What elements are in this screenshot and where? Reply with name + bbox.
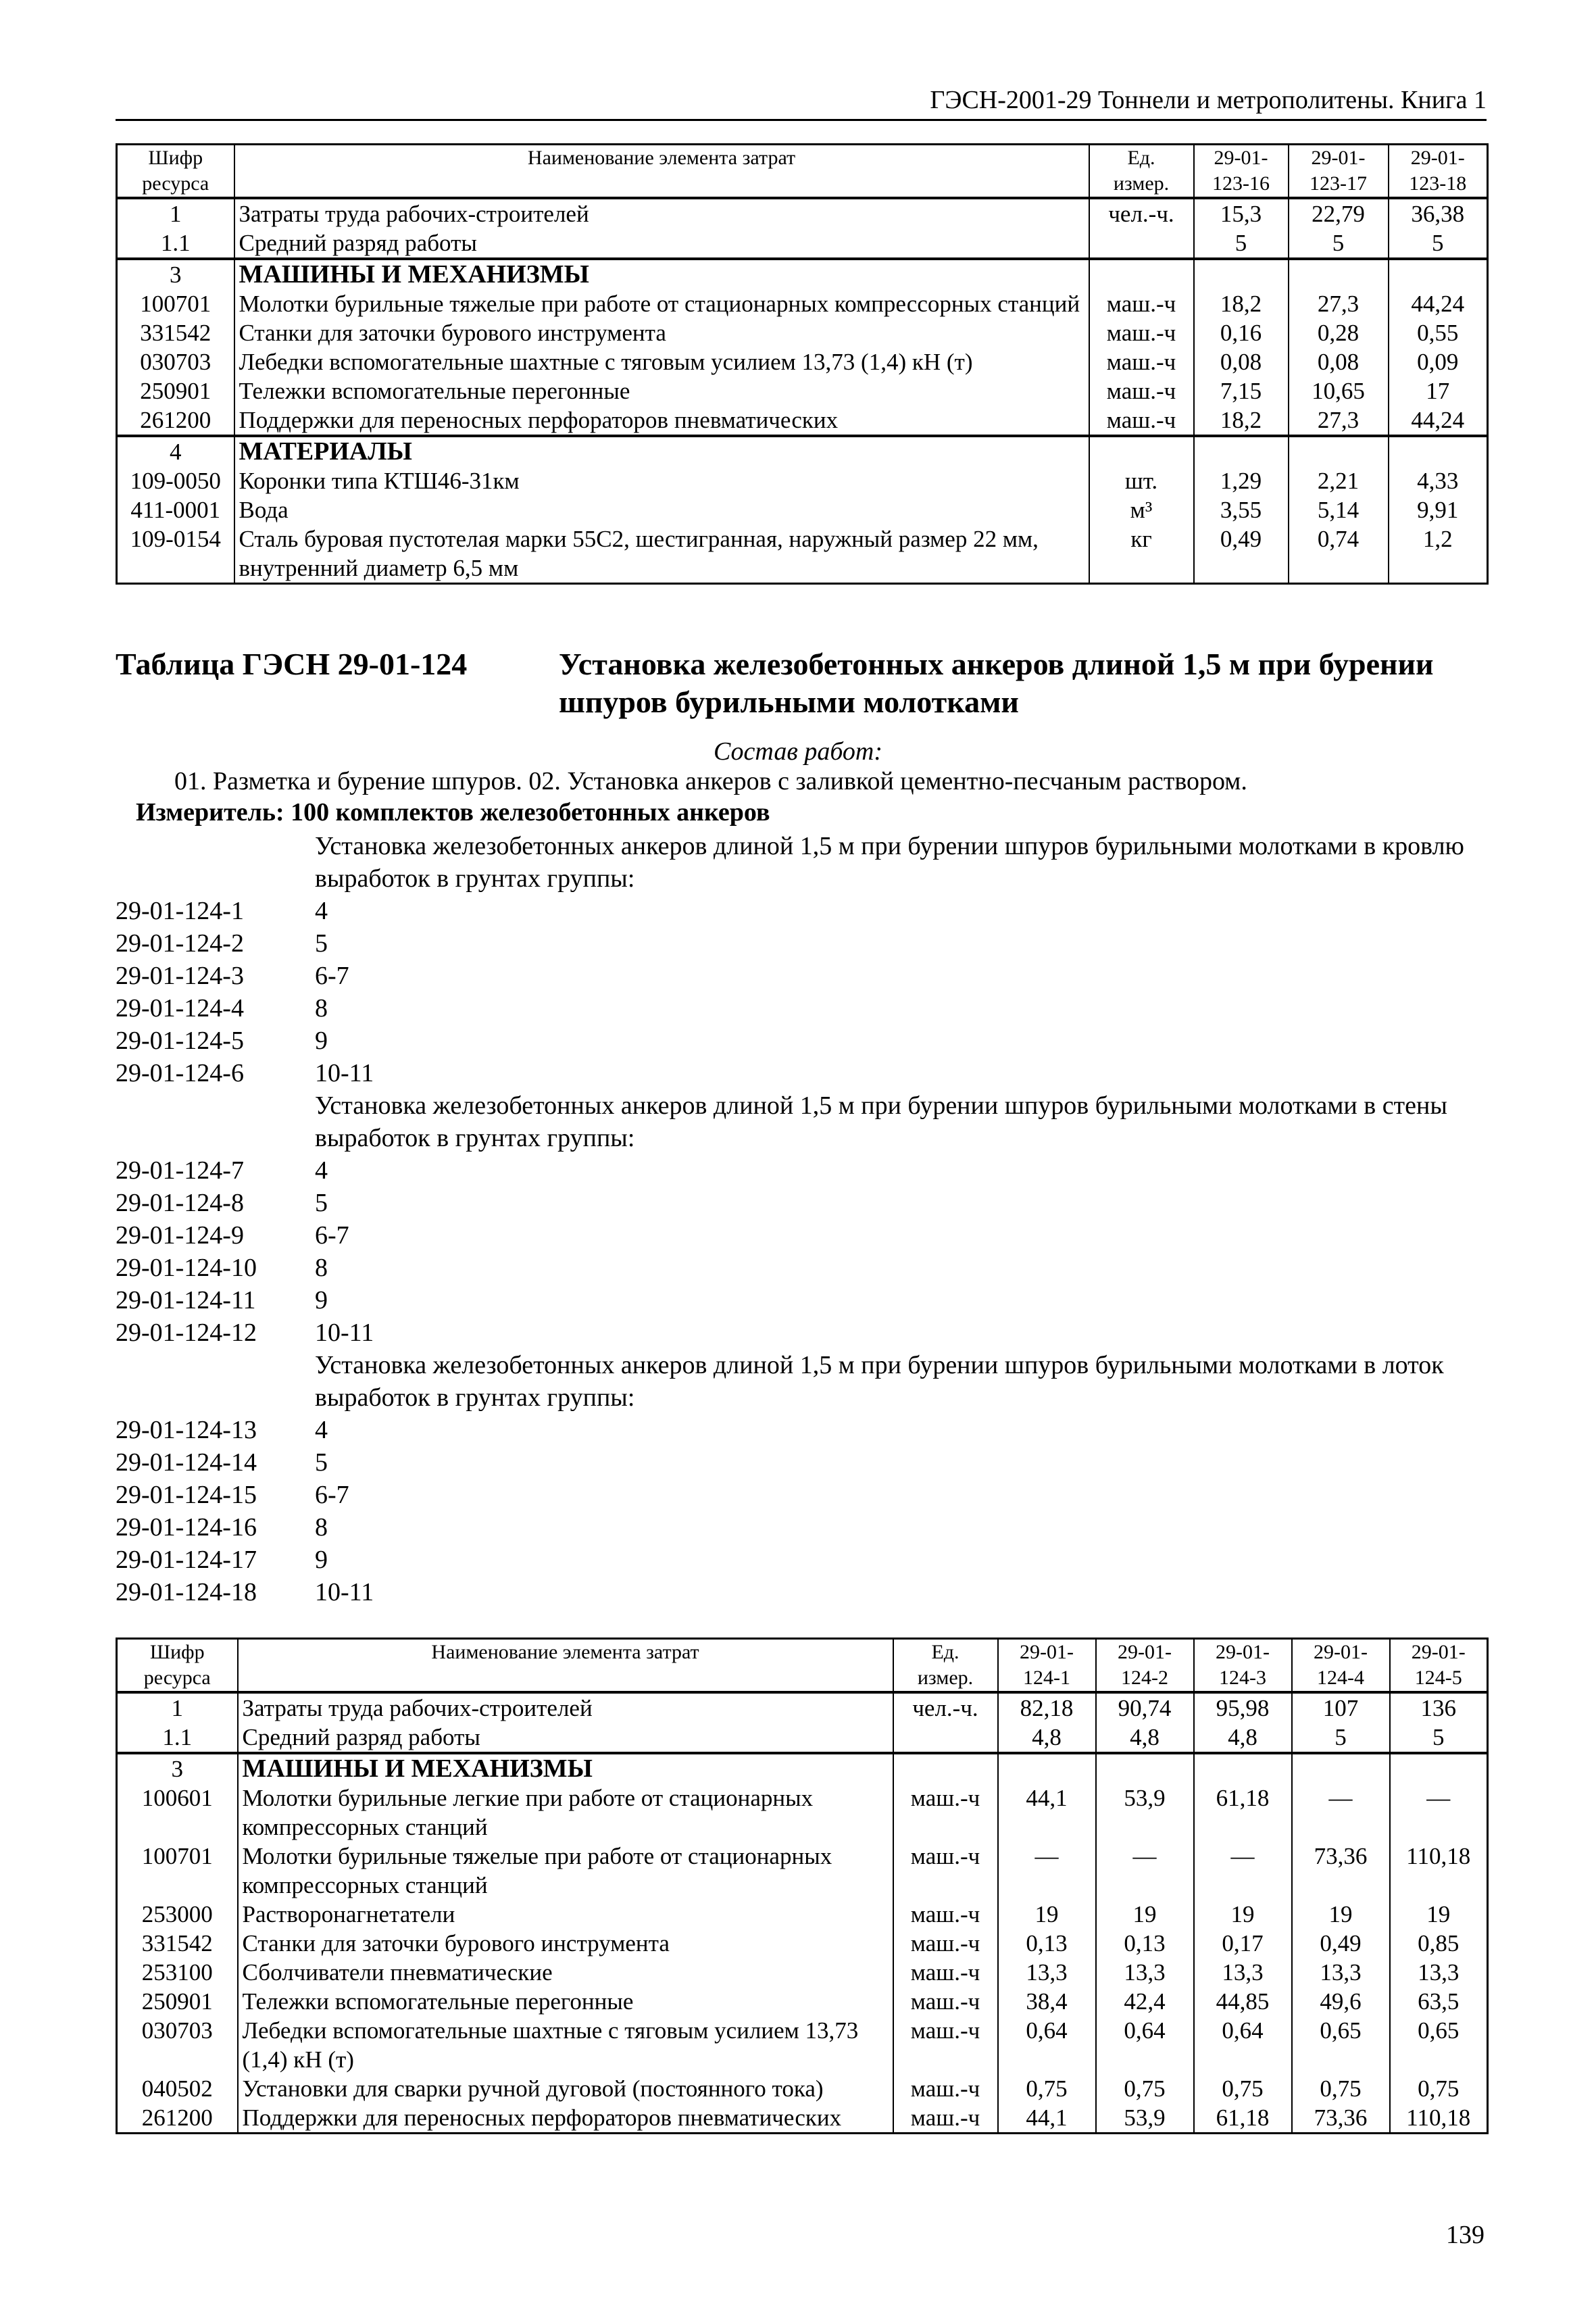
unit: маш.-ч xyxy=(893,1987,998,2016)
norm-value: 95,98 xyxy=(1194,1692,1292,1723)
unit: чел.-ч. xyxy=(1089,198,1194,228)
table-row xyxy=(117,436,1488,466)
norm-value: 13,3 xyxy=(1390,1958,1488,1987)
cost-element-name: Тележки вспомогательные перегонные xyxy=(238,1987,893,2016)
norm-value: 0,75 xyxy=(1390,2074,1488,2103)
norm-value: — xyxy=(1390,1783,1488,1842)
table-row xyxy=(117,2103,1488,2134)
cost-element-name: Затраты труда рабочих-строителей xyxy=(234,198,1089,228)
table-row xyxy=(117,2016,1488,2074)
header-norm-code: 29-01- 124-1 xyxy=(998,1639,1096,1693)
table-row xyxy=(117,524,1488,584)
unit xyxy=(1089,259,1194,289)
table-row xyxy=(117,347,1488,376)
cost-element-name: Средний разряд работы xyxy=(238,1723,893,1753)
row-group xyxy=(117,259,1488,436)
cost-element-name: Сталь буровая пустотелая марки 55С2, шестигранная, наружный размер 22 мм, внутренний диаметр 6,5 мм xyxy=(234,524,1089,584)
cost-element-name: Установки для сварки ручной дуговой (постоянного тока) xyxy=(238,2074,893,2103)
resource-code: 109-0154 xyxy=(117,524,234,584)
soil-group: 10-11 xyxy=(315,1319,374,1347)
row-group xyxy=(117,198,1488,259)
norm-value: 13,3 xyxy=(998,1958,1096,1987)
unit xyxy=(1089,228,1194,259)
norm-value: 44,24 xyxy=(1389,289,1488,318)
norm-code: 29-01-124-12 xyxy=(116,1319,257,1347)
cost-element-name: Молотки бурильные тяжелые при работе от стационарных компрессорных станций xyxy=(238,1842,893,1900)
unit: маш.-ч xyxy=(1089,376,1194,405)
cost-element-name: Растворонагнетатели xyxy=(238,1900,893,1929)
norm-value: 4,8 xyxy=(998,1723,1096,1753)
resource-code: 261200 xyxy=(117,405,234,436)
unit: чел.-ч. xyxy=(893,1692,998,1723)
norm-value: 22,79 xyxy=(1289,198,1389,228)
resource-code: 250901 xyxy=(117,376,234,405)
soil-group: 6-7 xyxy=(315,1481,349,1509)
works-text: 01. Разметка и бурение шпуров. 02. Установка анкеров с заливкой цементно-песчаным раствором. xyxy=(174,767,1247,795)
section-intro: Установка железобетонных анкеров длиной 1,5 м при бурении шпуров бурильными молотками в кровлю выработок в грунтах группы: xyxy=(315,832,1464,893)
norm-value xyxy=(1096,1753,1194,1783)
row-group xyxy=(117,1753,1488,2134)
norm-value: 61,18 xyxy=(1194,2103,1292,2134)
section-intro: Установка железобетонных анкеров длиной 1,5 м при бурении шпуров бурильными молотками в лоток выработок в грунтах группы: xyxy=(315,1351,1444,1412)
norm-value: 0,09 xyxy=(1389,347,1488,376)
table-row xyxy=(117,1692,1488,1723)
cost-element-name: Лебедки вспомогательные шахтные с тяговым усилием 13,73 (1,4) кН (т) xyxy=(238,2016,893,2074)
cost-element-name: МАТЕРИАЛЫ xyxy=(234,436,1089,466)
norm-value: 110,18 xyxy=(1390,2103,1488,2134)
norm-value: 19 xyxy=(998,1900,1096,1929)
header-norm-code: 29-01- 123-16 xyxy=(1194,145,1289,199)
norm-code: 29-01-124-1 xyxy=(116,897,244,925)
norm-value: 3,55 xyxy=(1194,495,1289,524)
norm-value: 73,36 xyxy=(1292,1842,1390,1900)
norm-value: 82,18 xyxy=(998,1692,1096,1723)
page-number: 139 xyxy=(1446,2221,1485,2249)
norm-value: 0,65 xyxy=(1390,2016,1488,2074)
norm-code: 29-01-124-13 xyxy=(116,1416,257,1444)
list-item xyxy=(116,960,1487,992)
cost-element-name: Затраты труда рабочих-строителей xyxy=(238,1692,893,1723)
header-norm-code: 29-01- 124-4 xyxy=(1292,1639,1390,1693)
norm-value: 5 xyxy=(1390,1723,1488,1753)
works-label: Состав работ: xyxy=(713,737,883,766)
norm-code: 29-01-124-11 xyxy=(116,1286,256,1314)
norm-value: 0,16 xyxy=(1194,318,1289,347)
norm-value: 136 xyxy=(1390,1692,1488,1723)
norm-code: 29-01-124-16 xyxy=(116,1513,257,1542)
resource-code: 250901 xyxy=(117,1987,238,2016)
resource-code: 040502 xyxy=(117,2074,238,2103)
cost-element-name: Молотки бурильные легкие при работе от стационарных компрессорных станций xyxy=(238,1783,893,1842)
norm-code: 29-01-124-17 xyxy=(116,1546,257,1574)
norm-value: 17 xyxy=(1389,376,1488,405)
cost-element-name: Станки для заточки бурового инструмента xyxy=(238,1929,893,1958)
resource-code: 4 xyxy=(117,436,234,466)
table-row xyxy=(117,198,1488,228)
norm-value xyxy=(1194,436,1289,466)
norm-code: 29-01-124-14 xyxy=(116,1448,257,1477)
list-item xyxy=(116,1316,1487,1349)
soil-group: 9 xyxy=(315,1027,328,1055)
resource-code: 1 xyxy=(117,1692,238,1723)
table-row xyxy=(117,495,1488,524)
table-row xyxy=(117,1929,1488,1958)
header-norm-code: 29-01- 124-5 xyxy=(1390,1639,1488,1693)
norm-value xyxy=(1194,1753,1292,1783)
list-item xyxy=(116,1576,1487,1608)
norm-value: 5 xyxy=(1292,1723,1390,1753)
norm-value: 0,85 xyxy=(1390,1929,1488,1958)
norm-value: 5 xyxy=(1194,228,1289,259)
norm-value: 90,74 xyxy=(1096,1692,1194,1723)
resource-code: 3 xyxy=(117,259,234,289)
list-item xyxy=(116,1154,1487,1187)
norm-value xyxy=(1292,1753,1390,1783)
table-row xyxy=(117,1783,1488,1842)
resource-code: 331542 xyxy=(117,1929,238,1958)
header-code: Шифр ресурса xyxy=(117,145,234,199)
norm-value: 0,75 xyxy=(1096,2074,1194,2103)
norm-value: 5,14 xyxy=(1289,495,1389,524)
resource-code: 261200 xyxy=(117,2103,238,2134)
norm-value: 18,2 xyxy=(1194,289,1289,318)
norm-value: 13,3 xyxy=(1292,1958,1390,1987)
soil-group: 4 xyxy=(315,1156,328,1185)
list-item xyxy=(116,1284,1487,1316)
norm-value: 27,3 xyxy=(1289,289,1389,318)
norm-value xyxy=(998,1753,1096,1783)
resource-code: 253000 xyxy=(117,1900,238,1929)
norm-value xyxy=(1390,1753,1488,1783)
soil-group: 10-11 xyxy=(315,1059,374,1087)
table-row xyxy=(117,405,1488,436)
resource-code: 253100 xyxy=(117,1958,238,1987)
header-name: Наименование элемента затрат xyxy=(234,145,1089,199)
resource-code: 030703 xyxy=(117,2016,238,2074)
soil-group: 5 xyxy=(315,1448,328,1477)
unit xyxy=(893,1753,998,1783)
list-item xyxy=(116,1057,1487,1089)
table-row xyxy=(117,318,1488,347)
norm-value: 44,1 xyxy=(998,2103,1096,2134)
norm-value: 0,49 xyxy=(1194,524,1289,584)
norm-sections xyxy=(116,830,1487,1608)
cost-element-name: Поддержки для переносных перфораторов пневматических xyxy=(234,405,1089,436)
table-row xyxy=(117,1900,1488,1929)
norm-value: 73,36 xyxy=(1292,2103,1390,2134)
table-row xyxy=(117,376,1488,405)
header-norm-code: 29-01- 124-3 xyxy=(1194,1639,1292,1693)
list-item xyxy=(116,1414,1487,1446)
unit xyxy=(893,1723,998,1753)
cost-element-name: Средний разряд работы xyxy=(234,228,1089,259)
norm-value: 19 xyxy=(1390,1900,1488,1929)
header-row xyxy=(117,1639,1488,1693)
table-number: Таблица ГЭСН 29-01-124 xyxy=(116,647,468,681)
unit: маш.-ч xyxy=(1089,318,1194,347)
norm-code: 29-01-124-9 xyxy=(116,1221,244,1250)
soil-group: 8 xyxy=(315,994,328,1023)
norm-value: 19 xyxy=(1096,1900,1194,1929)
norm-value: 0,28 xyxy=(1289,318,1389,347)
table-row xyxy=(117,466,1488,495)
unit: маш.-ч xyxy=(893,2016,998,2074)
norm-value: 110,18 xyxy=(1390,1842,1488,1900)
norm-value: 0,75 xyxy=(1292,2074,1390,2103)
norm-value: 0,49 xyxy=(1292,1929,1390,1958)
norm-value: 9,91 xyxy=(1389,495,1488,524)
soil-group: 9 xyxy=(315,1286,328,1314)
resource-table-124 xyxy=(116,1638,1489,2134)
cost-element-name: Коронки типа КТШ46-31км xyxy=(234,466,1089,495)
table-row xyxy=(117,259,1488,289)
table-row xyxy=(117,1753,1488,1783)
list-item xyxy=(116,895,1487,927)
norm-value xyxy=(1289,259,1389,289)
norm-value: 36,38 xyxy=(1389,198,1488,228)
norm-value: 19 xyxy=(1194,1900,1292,1929)
norm-value: 61,18 xyxy=(1194,1783,1292,1842)
cost-element-name: Молотки бурильные тяжелые при работе от стационарных компрессорных станций xyxy=(234,289,1089,318)
table-row xyxy=(117,228,1488,259)
norm-value: 4,8 xyxy=(1194,1723,1292,1753)
cost-element-name: МАШИНЫ И МЕХАНИЗМЫ xyxy=(234,259,1089,289)
unit xyxy=(1089,436,1194,466)
list-item xyxy=(116,1252,1487,1284)
norm-value: 49,6 xyxy=(1292,1987,1390,2016)
norm-value: 0,13 xyxy=(998,1929,1096,1958)
soil-group: 4 xyxy=(315,897,328,925)
header-unit: Ед. измер. xyxy=(893,1639,998,1693)
norm-value: 42,4 xyxy=(1096,1987,1194,2016)
cost-element-name: Сболчиватели пневматические xyxy=(238,1958,893,1987)
norm-value: 53,9 xyxy=(1096,1783,1194,1842)
norm-value: 4,8 xyxy=(1096,1723,1194,1753)
running-header: ГЭСН-2001-29 Тоннели и метрополитены. Книга 1 xyxy=(116,85,1487,121)
norm-value: 53,9 xyxy=(1096,2103,1194,2134)
cost-element-name: МАШИНЫ И МЕХАНИЗМЫ xyxy=(238,1753,893,1783)
cost-element-name: Лебедки вспомогательные шахтные с тяговым усилием 13,73 (1,4) кН (т) xyxy=(234,347,1089,376)
norm-value: 1,29 xyxy=(1194,466,1289,495)
soil-group: 10-11 xyxy=(315,1578,374,1606)
norm-value xyxy=(1194,259,1289,289)
norm-code: 29-01-124-4 xyxy=(116,994,244,1023)
resource-table-123 xyxy=(116,143,1489,585)
norm-value: 4,33 xyxy=(1389,466,1488,495)
resource-code: 331542 xyxy=(117,318,234,347)
norm-code: 29-01-124-5 xyxy=(116,1027,244,1055)
header-row xyxy=(117,145,1488,199)
header-code: Шифр ресурса xyxy=(117,1639,238,1693)
norm-value xyxy=(1389,259,1488,289)
norm-value: 0,65 xyxy=(1292,2016,1390,2074)
header-unit: Ед. измер. xyxy=(1089,145,1194,199)
resource-code: 1.1 xyxy=(117,228,234,259)
norm-code: 29-01-124-10 xyxy=(116,1254,257,1282)
norm-value: — xyxy=(1194,1842,1292,1900)
table-row xyxy=(117,1723,1488,1753)
norm-value: 0,13 xyxy=(1096,1929,1194,1958)
soil-group: 8 xyxy=(315,1254,328,1282)
norm-code: 29-01-124-2 xyxy=(116,929,244,958)
soil-group: 8 xyxy=(315,1513,328,1542)
cost-element-name: Станки для заточки бурового инструмента xyxy=(234,318,1089,347)
norm-code: 29-01-124-18 xyxy=(116,1578,257,1606)
norm-value: 38,4 xyxy=(998,1987,1096,2016)
table-row xyxy=(117,1842,1488,1900)
norm-value: 19 xyxy=(1292,1900,1390,1929)
unit: маш.-ч xyxy=(1089,347,1194,376)
norm-value: 0,17 xyxy=(1194,1929,1292,1958)
norm-code: 29-01-124-8 xyxy=(116,1189,244,1217)
unit: маш.-ч xyxy=(893,1929,998,1958)
soil-group: 6-7 xyxy=(315,1221,349,1250)
norm-value: 0,74 xyxy=(1289,524,1389,584)
norm-value: — xyxy=(1096,1842,1194,1900)
norm-code: 29-01-124-15 xyxy=(116,1481,257,1509)
header-norm-code: 29-01- 123-17 xyxy=(1289,145,1389,199)
norm-value: 27,3 xyxy=(1289,405,1389,436)
soil-group: 5 xyxy=(315,1189,328,1217)
soil-group: 4 xyxy=(315,1416,328,1444)
norm-value xyxy=(1389,436,1488,466)
norm-value: 0,75 xyxy=(998,2074,1096,2103)
norm-value: — xyxy=(998,1842,1096,1900)
section-intro: Установка железобетонных анкеров длиной 1,5 м при бурении шпуров бурильными молотками в стены выработок в грунтах группы: xyxy=(315,1091,1447,1152)
resource-code: 100701 xyxy=(117,289,234,318)
cost-element-name: Тележки вспомогательные перегонные xyxy=(234,376,1089,405)
norm-code: 29-01-124-6 xyxy=(116,1059,244,1087)
unit: маш.-ч xyxy=(893,1900,998,1929)
unit: маш.-ч xyxy=(893,2103,998,2134)
list-item xyxy=(116,992,1487,1025)
table-row xyxy=(117,289,1488,318)
norm-value: — xyxy=(1292,1783,1390,1842)
table-row xyxy=(117,1987,1488,2016)
soil-group: 5 xyxy=(315,929,328,958)
norm-value: 0,64 xyxy=(1096,2016,1194,2074)
norm-value: 13,3 xyxy=(1194,1958,1292,1987)
norm-value: 2,21 xyxy=(1289,466,1389,495)
norm-value: 44,1 xyxy=(998,1783,1096,1842)
norm-value: 0,08 xyxy=(1194,347,1289,376)
table-row xyxy=(117,1958,1488,1987)
list-item xyxy=(116,1025,1487,1057)
header-norm-code: 29-01- 123-18 xyxy=(1389,145,1488,199)
norm-value: 63,5 xyxy=(1390,1987,1488,2016)
unit: маш.-ч xyxy=(893,2074,998,2103)
norm-value: 0,64 xyxy=(998,2016,1096,2074)
norm-value: 15,3 xyxy=(1194,198,1289,228)
unit: маш.-ч xyxy=(893,1842,998,1900)
soil-group: 6-7 xyxy=(315,962,349,990)
unit: маш.-ч xyxy=(893,1783,998,1842)
norm-value: 1,2 xyxy=(1389,524,1488,584)
norm-value: 7,15 xyxy=(1194,376,1289,405)
resource-code: 1 xyxy=(117,198,234,228)
norm-value: 0,08 xyxy=(1289,347,1389,376)
norm-value: 10,65 xyxy=(1289,376,1389,405)
list-item xyxy=(116,1511,1487,1544)
list-item xyxy=(116,1544,1487,1576)
unit: маш.-ч xyxy=(1089,289,1194,318)
list-item xyxy=(116,1219,1487,1252)
resource-code: 100701 xyxy=(117,1842,238,1900)
row-group xyxy=(117,436,1488,584)
norm-code: 29-01-124-3 xyxy=(116,962,244,990)
list-item xyxy=(116,1187,1487,1219)
meter: Измеритель: 100 комплектов железобетонных анкеров xyxy=(136,798,770,827)
resource-code: 109-0050 xyxy=(117,466,234,495)
unit: м³ xyxy=(1089,495,1194,524)
norm-code: 29-01-124-7 xyxy=(116,1156,244,1185)
table-row xyxy=(117,2074,1488,2103)
resource-code: 411-0001 xyxy=(117,495,234,524)
table-heading: Установка железобетонных анкеров длиной 1,5 м при бурении шпуров бурильными молотками xyxy=(559,647,1434,719)
norm-value: 44,24 xyxy=(1389,405,1488,436)
header-norm-code: 29-01- 124-2 xyxy=(1096,1639,1194,1693)
norm-value: 107 xyxy=(1292,1692,1390,1723)
unit: маш.-ч xyxy=(1089,405,1194,436)
list-item xyxy=(116,1479,1487,1511)
norm-value: 44,85 xyxy=(1194,1987,1292,2016)
resource-code: 1.1 xyxy=(117,1723,238,1753)
unit: шт. xyxy=(1089,466,1194,495)
unit: кг xyxy=(1089,524,1194,584)
norm-value: 13,3 xyxy=(1096,1958,1194,1987)
unit: маш.-ч xyxy=(893,1958,998,1987)
norm-value: 0,75 xyxy=(1194,2074,1292,2103)
norm-value: 5 xyxy=(1389,228,1488,259)
list-item xyxy=(116,927,1487,960)
cost-element-name: Поддержки для переносных перфораторов пневматических xyxy=(238,2103,893,2134)
norm-value: 0,55 xyxy=(1389,318,1488,347)
resource-code: 030703 xyxy=(117,347,234,376)
norm-value: 5 xyxy=(1289,228,1389,259)
header-name: Наименование элемента затрат xyxy=(238,1639,893,1693)
resource-code: 3 xyxy=(117,1753,238,1783)
soil-group: 9 xyxy=(315,1546,328,1574)
row-group xyxy=(117,1692,1488,1753)
resource-code: 100601 xyxy=(117,1783,238,1842)
norm-value: 0,64 xyxy=(1194,2016,1292,2074)
list-item xyxy=(116,1446,1487,1479)
cost-element-name: Вода xyxy=(234,495,1089,524)
norm-value xyxy=(1289,436,1389,466)
norm-value: 18,2 xyxy=(1194,405,1289,436)
